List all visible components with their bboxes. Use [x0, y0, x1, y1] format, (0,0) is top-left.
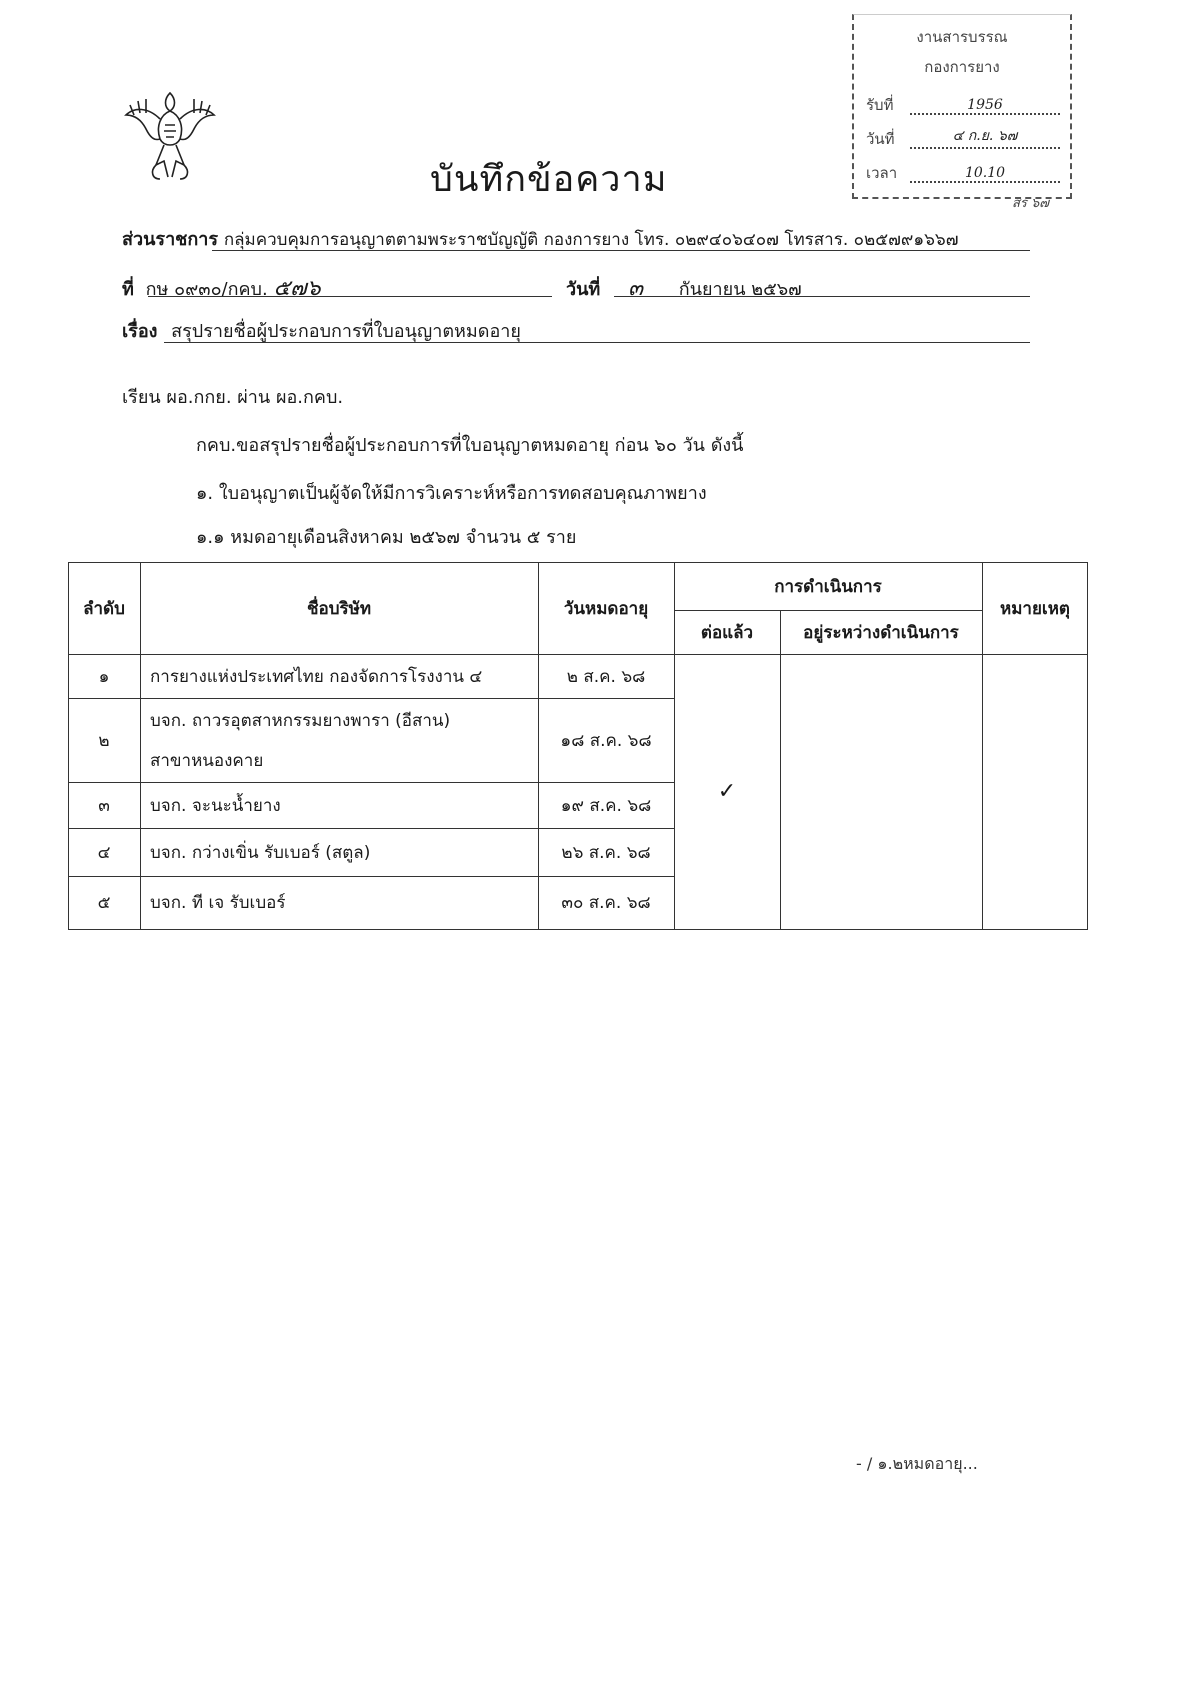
item-1-heading: ๑. ใบอนุญาตเป็นผู้จัดให้มีการวิเคราะห์หรือการทดสอบคุณภาพยาง: [196, 483, 707, 504]
stamp-receive-label: รับที่: [866, 96, 894, 114]
stamp-time-label: เวลา: [866, 164, 898, 182]
stamp-receive-number: 1956: [910, 97, 1060, 115]
stamp-date-label: วันที่: [866, 130, 895, 148]
agency-value: กลุ่มควบคุมการอนุญาตตามพระราชบัญญัติ กองการยาง โทร. ๐๒๙๔๐๖๔๐๗ โทรสาร. ๐๒๕๗๙๑๖๖๗: [223, 230, 959, 250]
header-renewed: ต่อแล้ว: [700, 622, 754, 643]
garuda-emblem-icon: [120, 85, 220, 185]
subject-label: เรื่อง: [122, 321, 158, 342]
agency-row: [122, 224, 959, 253]
table-col-divider: [780, 610, 781, 930]
stamp-time-row: [866, 163, 1064, 185]
header-remark: หมายเหตุ: [1000, 598, 1070, 619]
stamp-date-row: [866, 129, 1064, 151]
row-1-seq: ๑: [98, 666, 110, 687]
date-row: [566, 270, 802, 305]
row-3-company: บจก. จะนะน้ำยาง: [150, 795, 281, 816]
intro-paragraph: กคบ.ขอสรุปรายชื่อผู้ประกอบการที่ใบอนุญาตหมดอายุ ก่อน ๖๐ วัน ดังนี้: [196, 435, 744, 456]
header-in-progress: อยู่ระหว่างดำเนินการ: [803, 622, 959, 643]
date-day: ๓: [628, 276, 644, 301]
header-expiry: วันหมดอายุ: [563, 598, 649, 619]
reference-label: ที่: [122, 279, 134, 300]
row-5-company: บจก. ที เจ รับเบอร์: [150, 893, 286, 913]
stamp-time-value: 10.10: [910, 165, 1060, 183]
agency-label: ส่วนราชการ: [122, 229, 219, 250]
table-border-bottom: [68, 929, 1088, 930]
row-1-expiry: ๒ ส.ค. ๖๘: [566, 666, 646, 687]
receiving-stamp: [852, 14, 1072, 199]
row-4-expiry: ๒๖ ส.ค. ๖๘: [561, 842, 651, 863]
reference-value: กษ ๐๙๓๐/กคบ.: [145, 279, 268, 300]
header-company: ชื่อบริษัท: [306, 598, 372, 619]
date-underline: [614, 296, 1030, 297]
reference-number: ๕๗๖: [273, 276, 321, 301]
row-3-expiry: ๑๙ ส.ค. ๖๘: [560, 795, 652, 816]
stamp-department-line: กองการยาง: [924, 58, 1000, 76]
row-1-company: การยางแห่งประเทศไทย กองจัดการโรงงาน ๔: [150, 666, 483, 687]
item-1-1-heading: ๑.๑ หมดอายุเดือนสิงหาคม ๒๕๖๗ จำนวน ๕ ราย: [196, 527, 577, 548]
reference-underline: [148, 296, 552, 297]
stamp-office-line: งานสารบรรณ: [916, 28, 1008, 46]
expiry-table: [68, 562, 1088, 930]
subject-row: [122, 316, 521, 345]
reference-row: [122, 270, 321, 305]
row-2-expiry: ๑๘ ส.ค. ๖๘: [560, 730, 652, 751]
row-4-seq: ๔: [97, 842, 111, 863]
header-seq: ลำดับ: [83, 598, 125, 619]
row-2-company-branch: สาขาหนองคาย: [150, 750, 264, 771]
continuation-note: - / ๑.๒หมดอายุ...: [856, 1454, 978, 1473]
stamp-receive-row: [866, 95, 1064, 117]
stamp-initials: สร ๖๗: [1012, 196, 1050, 211]
document-title: บันทึกข้อความ: [430, 159, 668, 200]
renewed-check-mark: ✓: [717, 779, 737, 804]
agency-underline: [212, 250, 1030, 251]
salutation: เรียน ผอ.กกย. ผ่าน ผอ.กคบ.: [122, 387, 344, 408]
row-2-company: บจก. ถาวรอุตสาหกรรมยางพารา (อีสาน): [150, 710, 451, 731]
subject-underline: [164, 342, 1030, 343]
stamp-date-value: ๔ ก.ย. ๖๗: [910, 125, 1060, 149]
date-label: วันที่: [566, 279, 601, 300]
row-3-seq: ๓: [98, 795, 110, 816]
header-action: การดำเนินการ: [774, 576, 882, 597]
date-month-year: กันยายน ๒๕๖๗: [678, 279, 802, 300]
row-2-seq: ๒: [98, 730, 110, 751]
row-5-expiry: ๓๐ ส.ค. ๖๘: [561, 893, 651, 913]
subject-value: สรุปรายชื่อผู้ประกอบการที่ใบอนุญาตหมดอายุ: [171, 321, 521, 342]
row-5-seq: ๕: [97, 893, 111, 913]
row-4-company: บจก. กว่างเขิ่น รับเบอร์ (สตูล): [150, 842, 371, 863]
